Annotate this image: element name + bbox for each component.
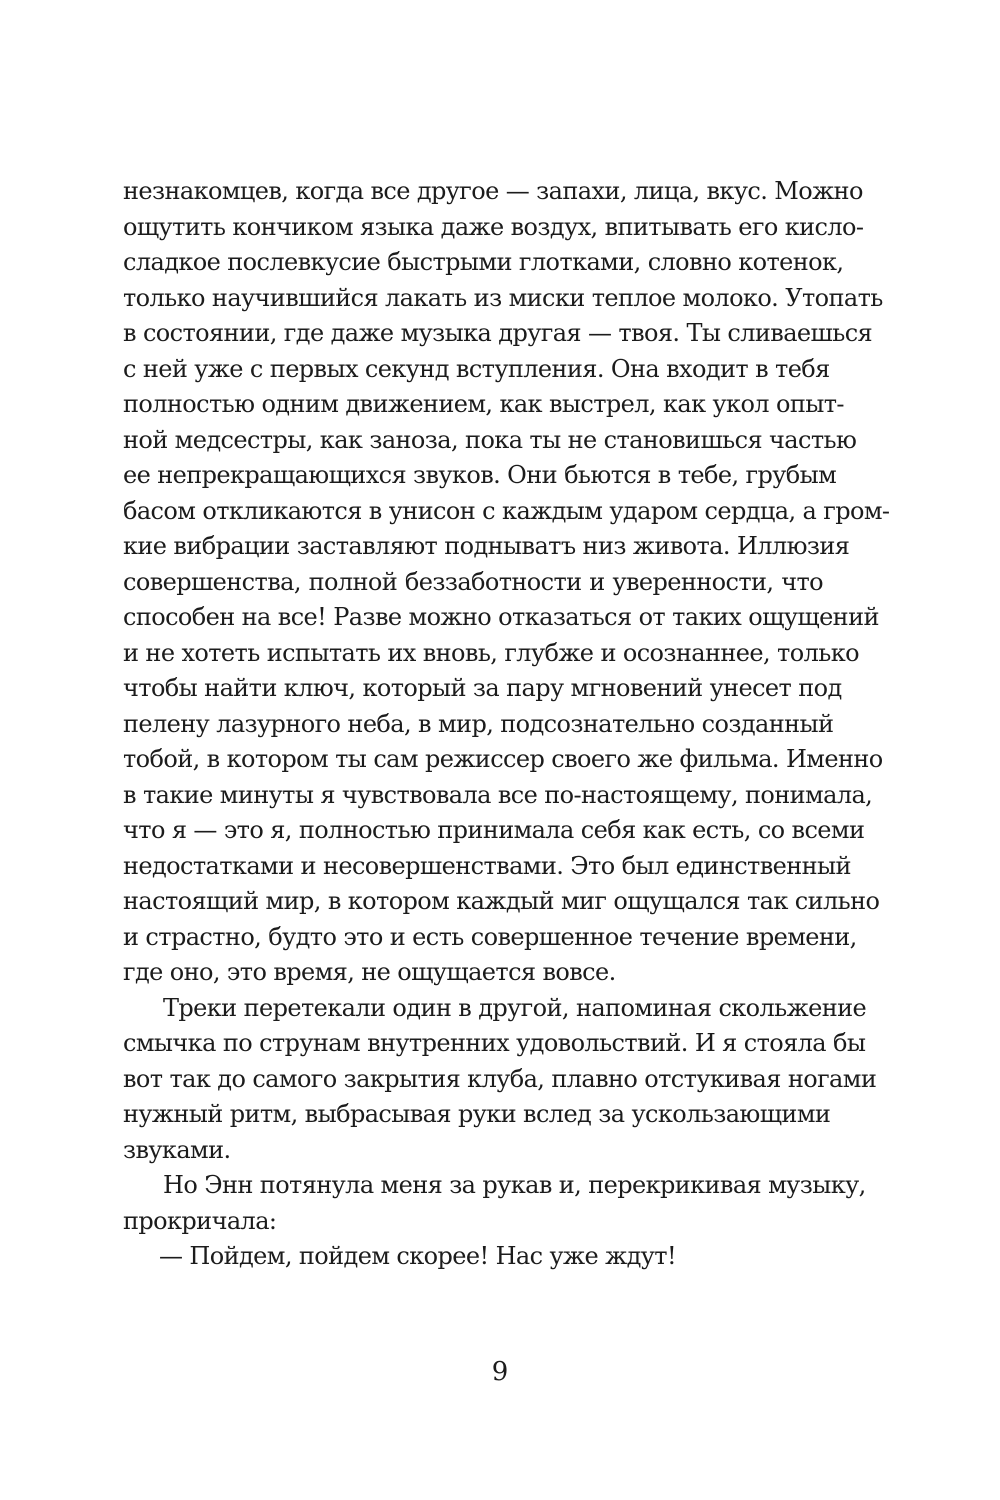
text-line: настоящий мир, в котором каждый миг ощущался так сильно: [123, 887, 880, 915]
text-line: способен на все! Разве можно отказаться от таких ощущений: [123, 603, 879, 631]
text-line: звуками.: [123, 1135, 231, 1164]
text-line: ной медсестры, как заноза, пока ты не становишься частью: [123, 425, 857, 454]
text-line: незнакомцев, когда все другое — запахи, лица, вкус. Можно: [123, 177, 863, 205]
text-line: ощутить кончиком языка даже воздух, впитывать его кисло-: [123, 212, 864, 241]
text-line: вот так до самого закрытия клуба, плавно отстукивая ногами: [123, 1064, 877, 1093]
page-number: 9: [491, 1357, 509, 1387]
text-line: где оно, это время, не ощущается вовсе.: [123, 958, 616, 986]
text-line: смычка по струнам внутренних удовольствий. И я стояла бы: [123, 1029, 866, 1057]
text-line: с ней уже с первых секунд вступления. Она входит в тебя: [123, 354, 830, 383]
text-line: совершенства, полной беззаботности и уверенности, что: [123, 567, 823, 596]
text-line: сладкое послевкусие быстрыми глотками, словно котенок,: [123, 248, 844, 276]
dialogue-line: — Пойдем, пойдем скорее! Нас уже ждут!: [159, 1242, 677, 1270]
text-line: и не хотеть испытать их вновь, глубже и осознаннее, только: [123, 638, 859, 667]
text-line: ее непрекращающихся звуков. Они бьются в тебе, грубым: [123, 461, 837, 489]
text-line: чтобы найти ключ, который за пару мгновений унесет под: [123, 674, 842, 702]
text-line: в состоянии, где даже музыка другая — твоя. Ты сливаешься: [123, 319, 873, 347]
text-line: тобой, в котором ты сам режиссер своего же фильма. Именно: [123, 745, 883, 773]
text-line: прокричала:: [123, 1206, 277, 1235]
text-line: и страстно, будто это и есть совершенное течение времени,: [123, 922, 857, 951]
text-line: полностью одним движением, как выстрел, как укол опыт-: [123, 390, 844, 418]
page-body: [123, 174, 890, 1275]
text-line: пелену лазурного неба, в мир, подсознательно созданный: [123, 709, 834, 738]
text-line: что я — это я, полностью принимала себя как есть, со всеми: [123, 816, 865, 844]
text-line: недостатками и несовершенствами. Это был единственный: [123, 851, 851, 880]
text-line: нужный ритм, выбрасывая руки вслед за ускользающими: [123, 1100, 831, 1128]
text-line: басом откликаются в унисон с каждым ударом сердца, а гром-: [123, 496, 890, 525]
text-line: в такие минуты я чувствовала все по-настоящему, понимала,: [123, 780, 873, 809]
paragraph-start-line: Но Энн потянула меня за рукав и, перекрикивая музыку,: [163, 1171, 866, 1199]
text-line: только научившийся лакать из миски теплое молоко. Утопать: [123, 283, 883, 312]
paragraph-start-line: Треки перетекали один в другой, напоминая скольжение: [163, 993, 867, 1022]
text-line: кие вибрации заставляют подныватъ низ живота. Иллюзия: [123, 532, 850, 560]
